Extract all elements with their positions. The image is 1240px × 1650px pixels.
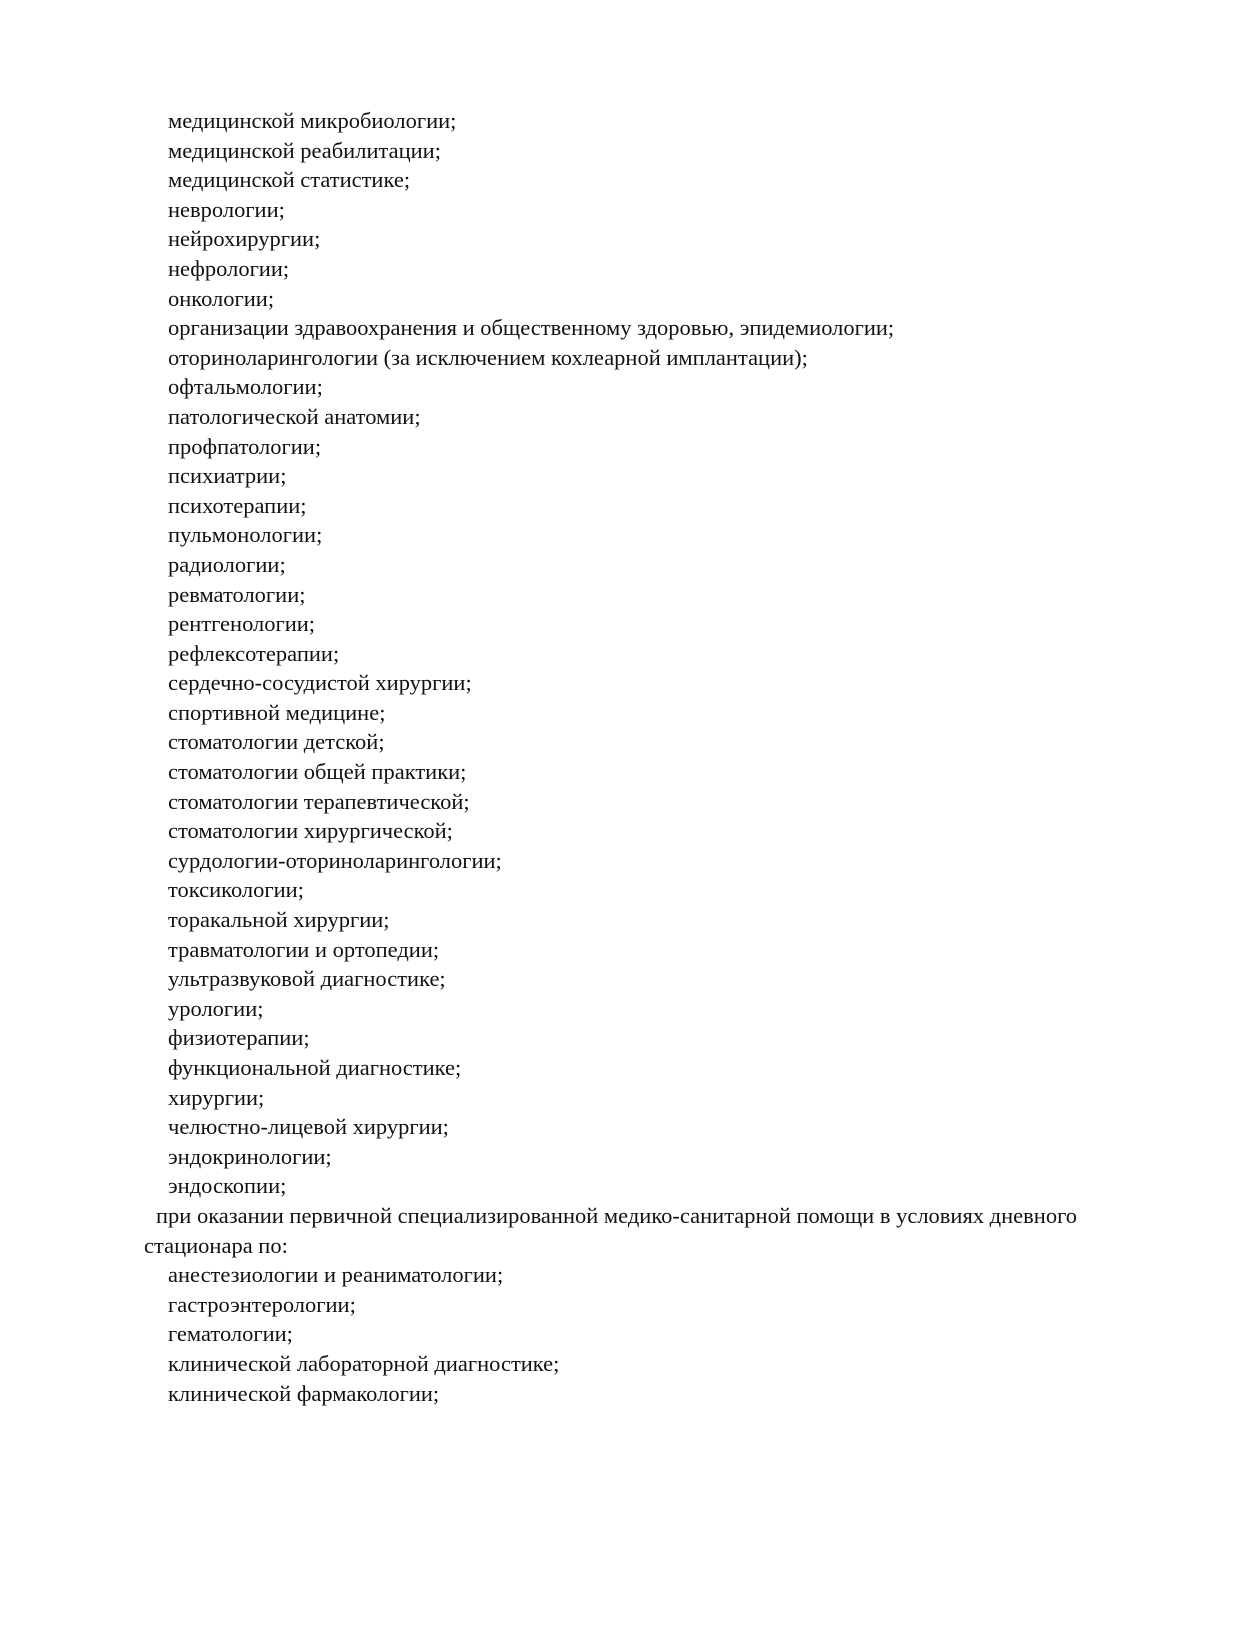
list-item: урологии; — [168, 995, 264, 1021]
list-item: торакальной хирургии; — [168, 907, 390, 933]
list-item: пульмонологии; — [168, 522, 323, 548]
list-item: оториноларингологии (за исключением кохлеарной имплантации); — [168, 344, 808, 370]
list-item: травматологии и ортопедии; — [168, 936, 440, 962]
list-item: онкологии; — [168, 285, 275, 311]
list-item: стоматологии хирургической; — [168, 818, 453, 844]
list-item: патологической анатомии; — [168, 403, 421, 429]
list-item: медицинской микробиологии; — [168, 108, 457, 133]
document-body — [0, 106, 1240, 1408]
list-item: эндокринологии; — [168, 1143, 332, 1169]
list-item: физиотерапии; — [168, 1025, 310, 1051]
list-item: психотерапии; — [168, 492, 307, 518]
list-item: гематологии; — [168, 1321, 293, 1347]
specialty-list-day-hospital — [0, 1260, 1240, 1408]
list-item: токсикологии; — [168, 877, 304, 903]
list-item: психиатрии; — [168, 463, 287, 489]
list-item: неврологии; — [168, 196, 285, 222]
list-item: ревматологии; — [168, 581, 306, 607]
paragraph-line: стационара по: — [144, 1232, 288, 1258]
list-item: организации здравоохранения и общественному здоровью, эпидемиологии; — [168, 315, 895, 341]
list-item: сердечно-сосудистой хирургии; — [168, 670, 472, 696]
list-item: нефрологии; — [168, 255, 290, 281]
paragraph-line: при оказании первичной специализированной медико-санитарной помощи в условиях дневного — [156, 1202, 1077, 1228]
list-item: хирургии; — [168, 1084, 265, 1110]
specialty-list-outpatient — [0, 106, 1240, 1201]
list-item: рефлексотерапии; — [168, 640, 340, 666]
list-item: эндоскопии; — [168, 1173, 287, 1199]
list-item: офтальмологии; — [168, 374, 323, 400]
list-item: стоматологии детской; — [168, 729, 385, 755]
list-item: медицинской статистике; — [168, 167, 411, 193]
list-item: радиологии; — [168, 551, 286, 577]
list-item: сурдологии-оториноларингологии; — [168, 847, 502, 873]
list-item: профпатологии; — [168, 433, 322, 459]
list-item: ультразвуковой диагностике; — [168, 966, 446, 992]
list-item: клинической лабораторной диагностике; — [168, 1350, 560, 1376]
list-item: функциональной диагностике; — [168, 1055, 462, 1080]
list-item: гастроэнтерологии; — [168, 1291, 356, 1317]
list-item: медицинской реабилитации; — [168, 137, 441, 163]
list-item: спортивной медицине; — [168, 699, 386, 725]
list-item: нейрохирургии; — [168, 226, 321, 252]
list-item: челюстно-лицевой хирургии; — [168, 1114, 449, 1140]
list-item: стоматологии терапевтической; — [168, 788, 470, 814]
list-item: стоматологии общей практики; — [168, 759, 467, 785]
list-item: клинической фармакологии; — [168, 1380, 440, 1406]
day-hospital-paragraph — [0, 1201, 1240, 1260]
list-item: анестезиологии и реаниматологии; — [168, 1262, 504, 1288]
list-item: рентгенологии; — [168, 611, 316, 637]
